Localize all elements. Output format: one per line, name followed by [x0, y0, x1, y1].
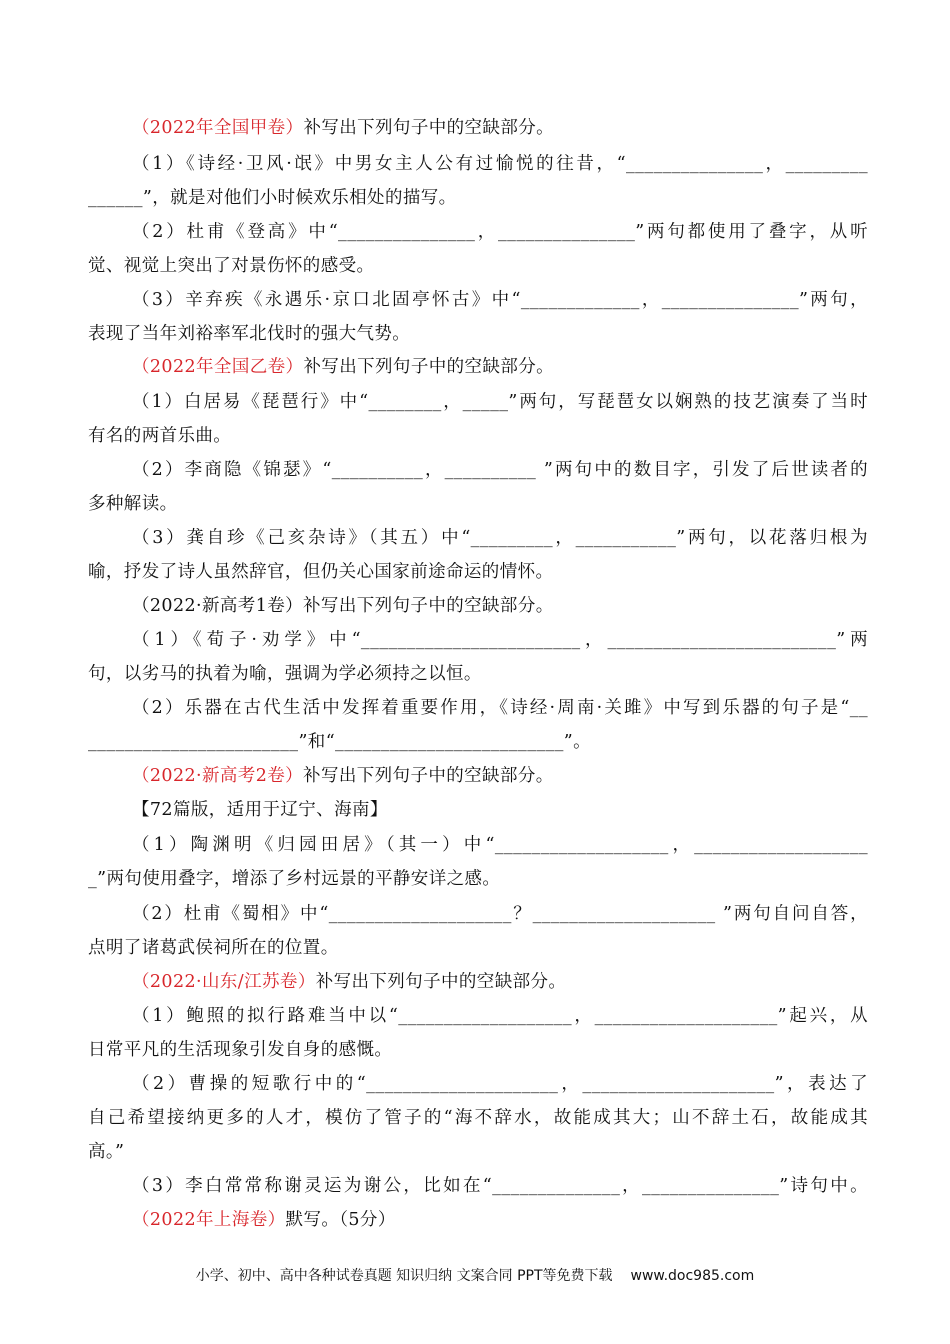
- instruction-text: 默写。（5分）: [285, 1210, 396, 1230]
- question-line: 表现了当年刘裕率军北伐时的强大气势。: [88, 324, 411, 344]
- question-line: 日常平凡的生活现象引发自身的感慨。: [88, 1040, 393, 1060]
- page-footer: [0, 1265, 950, 1285]
- question-line: （1）陶渊明《归园田居》（其一）中“___________________，___________________: [132, 835, 868, 855]
- question-line: 点明了诸葛武侯祠所在的位置。: [88, 938, 339, 958]
- question-line: ______”，就是对他们小时候欢乐相处的描写。: [88, 188, 457, 208]
- question-line: （2）杜甫《蜀相》中“____________________？____________________ ”两句自问自答，: [132, 904, 868, 924]
- question-line: 句，以劣马的执着为喻，强调为学必须持之以恒。: [88, 664, 482, 684]
- question-line: （2）李商隐《锦瑟》“__________，__________ ”两句中的数目字，引发了后世读者的: [132, 460, 868, 480]
- section-header-2022-shanghai: [132, 1208, 868, 1232]
- question-line: （2）乐器在古代生活中发挥着重要作用，《诗经·周南·关雎》中写到乐器的句子是“__: [132, 698, 868, 718]
- instruction-text: 补写出下列句子中的空缺部分。: [303, 766, 554, 786]
- source-label: （2022年全国乙卷）: [132, 357, 304, 377]
- question-line: 多种解读。: [88, 494, 178, 514]
- question-line: 高。”: [88, 1142, 125, 1162]
- footer-url[interactable]: www.doc985.com: [630, 1268, 755, 1284]
- section-header-2022-quanguo-jia: [132, 116, 868, 140]
- question-line: （1）鲍照的拟行路难当中以“___________________，____________________”起兴，从: [132, 1006, 868, 1026]
- question-line: （3）李白常常称谢灵运为谢公，比如在“______________，_______________”诗句中。: [132, 1176, 868, 1196]
- question-line: 觉、视觉上突出了对景伤怀的感受。: [88, 256, 375, 276]
- question-line: 有名的两首乐曲。: [88, 426, 232, 446]
- question-line: _”两句使用叠字，增添了乡村远景的平静安详之感。: [88, 869, 501, 889]
- question-line: （1）《诗经·卫风·氓》中男女主人公有过愉悦的往昔，“_______________，_________: [132, 154, 868, 174]
- instruction-text: 补写出下列句子中的空缺部分。: [315, 972, 567, 992]
- source-label: （2022年上海卷）: [132, 1210, 286, 1230]
- question-line: _______________________”和“_________________________”。: [88, 732, 592, 752]
- source-label: （2022·新高考2卷）: [132, 766, 304, 786]
- source-label: （2022年全国甲卷）: [132, 118, 304, 138]
- section-header-2022-xingaokao-2: [132, 764, 868, 788]
- section-header-2022-shandong-jiangsu: [132, 970, 868, 994]
- question-line: （2）曹操的短歌行中的“_____________________，_____________________”，表达了: [132, 1074, 868, 1094]
- footer-text: 小学、初中、高中各种试卷真题 知识归纳 文案合同 PPT等免费下载: [195, 1268, 613, 1284]
- question-line: （1）《荀子·劝学》中“________________________，_________________________”两: [132, 630, 868, 650]
- section-header-2022-quanguo-yi: [132, 355, 868, 379]
- section-header-2022-xingaokao-1: （2022·新高考1卷）补写出下列句子中的空缺部分。: [132, 596, 554, 616]
- instruction-text: 补写出下列句子中的空缺部分。: [303, 118, 555, 138]
- question-line: （1）白居易《琵琶行》中“________，_____”两句，写琵琶女以娴熟的技艺演奏了当时: [132, 392, 868, 412]
- instruction-text: 补写出下列句子中的空缺部分。: [303, 357, 555, 377]
- question-line: （3）辛弃疾《永遇乐·京口北固亭怀古》中“_____________，_______________”两句，: [132, 290, 868, 310]
- version-note: 【72篇版，适用于辽宁、海南】: [132, 800, 388, 820]
- question-line: （2）杜甫《登高》中“_______________，_______________”两句都使用了叠字，从听: [132, 222, 868, 242]
- question-line: 自己希望接纳更多的人才，模仿了管子的“海不辞水，故能成其大；山不辞土石，故能成其: [88, 1108, 868, 1128]
- question-line: 喻，抒发了诗人虽然辞官，但仍关心国家前途命运的情怀。: [88, 562, 554, 582]
- source-label: （2022·山东/江苏卷）: [132, 972, 316, 992]
- question-line: （3）龚自珍《己亥杂诗》（其五）中“_________，___________”两句，以花落归根为: [132, 528, 868, 548]
